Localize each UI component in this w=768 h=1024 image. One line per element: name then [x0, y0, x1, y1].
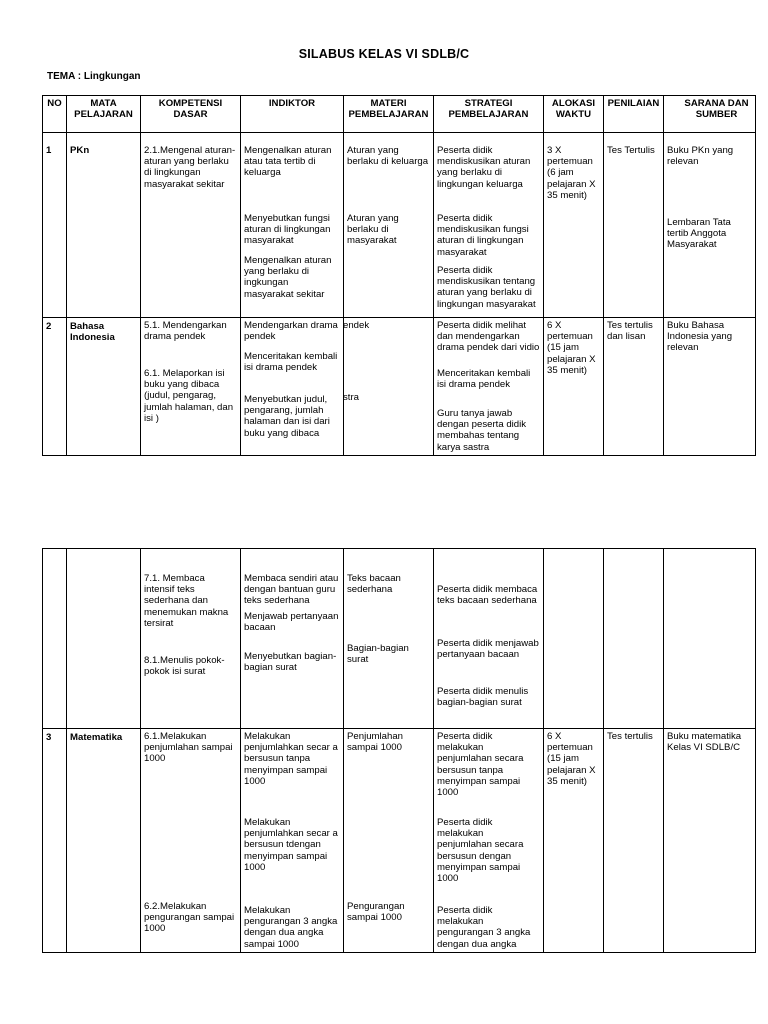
alokasi-item: 6 X pertemuan (15 jam pelajaran X 35 menit): [547, 731, 596, 787]
indikator-item: Mendengarkan drama pendek: [244, 320, 338, 343]
table-header-row: [43, 96, 756, 133]
row-materi: [344, 549, 434, 729]
header-kompetensi-dasar: KOMPETENSI DASAR: [141, 96, 241, 133]
row-indikator: [241, 549, 344, 729]
kompetensi-item: 2.1.Mengenal aturan-aturan yang berlaku di lingkungan masyarakat sekitar: [144, 145, 236, 190]
indikator-item: Mengenalkan aturan yang berlaku di ingkungan masyarakat sekitar: [244, 255, 332, 300]
row-kompetensi: [141, 549, 241, 729]
kompetensi-item: 5.1. Mendengarkan drama pendek: [144, 320, 227, 343]
materi-item: stra: [343, 392, 359, 403]
header-sarana: SARANA DAN SUMBER: [664, 96, 756, 133]
sarana-item: Buku matematika Kelas VI SDLB/C: [667, 731, 742, 754]
row-kompetensi: [141, 729, 241, 953]
indikator-item: Menyebutkan bagian-bagian surat: [244, 651, 337, 674]
row-mapel: [67, 549, 141, 729]
table-row: [43, 729, 756, 953]
sarana-item: Lembaran Tata tertib Anggota Masyarakat: [667, 217, 731, 251]
strategi-item: Peserta didik membaca teks bacaan sederhana: [437, 584, 538, 607]
header-penilaian: PENILAIAN: [604, 96, 664, 133]
strategi-item: Peserta didik menjawab pertanyaan bacaan: [437, 638, 539, 661]
row-no: [43, 549, 67, 729]
row-alokasi: [544, 549, 604, 729]
indikator-item: Melakukan pengurangan 3 angka dengan dua angka sampai 1000: [244, 905, 338, 950]
row-strategi: [434, 318, 544, 456]
row-sarana: [664, 549, 756, 729]
row-kompetensi: [141, 133, 241, 318]
kompetensi-item: 6.1. Melaporkan isi buku yang dibaca (judul, pengarag, jumlah halaman, dan isi ): [144, 368, 234, 424]
row-alokasi: [544, 729, 604, 953]
strategi-item: Peserta didik mendiskusikan fungsi aturan di lingkungan masyarakat: [437, 213, 529, 258]
row-penilaian: [604, 729, 664, 953]
row-sarana: [664, 318, 756, 456]
row-kompetensi: [141, 318, 241, 456]
indikator-item: Membaca sendiri atau dengan bantuan guru teks sederhana: [244, 573, 339, 607]
row-sarana: [664, 133, 756, 318]
row-mapel: Matematika: [67, 729, 141, 953]
materi-item: endek: [343, 320, 370, 331]
row-materi: [344, 133, 434, 318]
strategi-item: Guru tanya jawab dengan peserta didik membahas tentang karya sastra: [437, 408, 527, 453]
table-row: [43, 549, 756, 729]
kompetensi-item: 7.1. Membaca intensif teks sederhana dan menemukan makna tersirat: [144, 573, 229, 629]
row-penilaian: [604, 133, 664, 318]
strategi-item: Peserta didik melakukan penjumlahan secara bersusun tanpa menyimpan sampai 1000: [437, 731, 524, 799]
row-sarana: [664, 729, 756, 953]
kompetensi-item: 6.1.Melakukan penjumlahan sampai 1000: [144, 731, 233, 765]
header-no: NO: [43, 96, 67, 133]
row-indikator: [241, 318, 344, 456]
materi-item: Aturan yang berlaku di masyarakat: [347, 213, 399, 247]
row-indikator: [241, 133, 344, 318]
row-penilaian: [604, 549, 664, 729]
strategi-item: Peserta didik mendiskusikan tentang aturan yang berlaku di lingkungan masyarakat: [437, 265, 536, 310]
kompetensi-item: 6.2.Melakukan pengurangan sampai 1000: [144, 901, 235, 935]
indikator-item: Mengenalkan aturan atau tata tertib di keluarga: [244, 145, 332, 179]
row-mapel: PKn: [67, 133, 141, 318]
row-materi: [344, 729, 434, 953]
row-no: 1: [43, 133, 67, 318]
row-strategi: [434, 729, 544, 953]
strategi-item: Menceritakan kembali isi drama pendek: [437, 368, 531, 391]
penilaian-item: Tes tertulis dan lisan: [607, 320, 653, 343]
strategi-item: Peserta didik melakukan pengurangan 3 angka dengan dua angka: [437, 905, 531, 950]
alokasi-item: 6 X pertemuan (15 jam pelajaran X 35 menit): [547, 320, 596, 376]
indikator-item: Menceritakan kembali isi drama pendek: [244, 351, 338, 374]
materi-item: Bagian-bagian surat: [347, 643, 409, 666]
row-mapel: Bahasa Indonesia: [67, 318, 141, 456]
penilaian-item: Tes tertulis: [607, 731, 653, 742]
header-strategi: STRATEGI PEMBELAJARAN: [434, 96, 544, 133]
indikator-item: Menyebutkan fungsi aturan di lingkungan masyarakat: [244, 213, 331, 247]
materi-item: Pengurangan sampai 1000: [347, 901, 405, 924]
row-penilaian: [604, 318, 664, 456]
row-no: 2: [43, 318, 67, 456]
kompetensi-item: 8.1.Menulis pokok-pokok isi surat: [144, 655, 225, 678]
page-title: SILABUS KELAS VI SDLB/C: [298, 47, 470, 61]
alokasi-item: 3 X pertemuan (6 jam pelajaran X 35 menit): [547, 145, 596, 201]
row-alokasi: [544, 318, 604, 456]
row-indikator: [241, 729, 344, 953]
indikator-item: Melakukan penjumlahkan secar a bersusun tanpa menyimpan sampai 1000: [244, 731, 338, 787]
materi-item: Aturan yang berlaku di keluarga: [347, 145, 429, 168]
syllabus-table-page-1: [42, 95, 756, 456]
indikator-item: Menjawab pertanyaan bacaan: [244, 611, 339, 634]
header-materi: MATERI PEMBELAJARAN: [344, 96, 434, 133]
strategi-item: Peserta didik melakukan penjumlahan secara bersusun dengan menyimpan sampai 1000: [437, 817, 524, 885]
table-row: [43, 133, 756, 318]
strategi-item: Peserta didik melihat dan mendengarkan drama pendek dari vidio: [437, 320, 540, 354]
indikator-item: Menyebutkan judul, pengarang, jumlah halaman dan isi dari buku yang dibaca: [244, 394, 330, 439]
penilaian-item: Tes Tertulis: [607, 145, 655, 156]
row-alokasi: [544, 133, 604, 318]
strategi-item: Peserta didik menulis bagian-bagian surat: [437, 686, 529, 709]
row-strategi: [434, 133, 544, 318]
syllabus-table-page-2: [42, 548, 756, 953]
materi-item: Teks bacaan sederhana: [347, 573, 401, 596]
tema-label: TEMA : Lingkungan: [47, 71, 141, 82]
row-no: 3: [43, 729, 67, 953]
sarana-item: Buku PKn yang relevan: [667, 145, 734, 168]
sarana-item: Buku Bahasa Indonesia yang relevan: [667, 320, 733, 354]
strategi-item: Peserta didik mendiskusikan aturan yang berlaku di lingkungan keluarga: [437, 145, 531, 190]
table-row: [43, 318, 756, 456]
header-mata-pelajaran: MATA PELAJARAN: [67, 96, 141, 133]
header-alokasi: ALOKASI WAKTU: [544, 96, 604, 133]
row-materi: [344, 318, 434, 456]
indikator-item: Melakukan penjumlahkan secar a bersusun tdengan menyimpan sampai 1000: [244, 817, 338, 873]
materi-item: Penjumlahan sampai 1000: [347, 731, 404, 754]
row-strategi: [434, 549, 544, 729]
header-indikator: INDIKTOR: [241, 96, 344, 133]
